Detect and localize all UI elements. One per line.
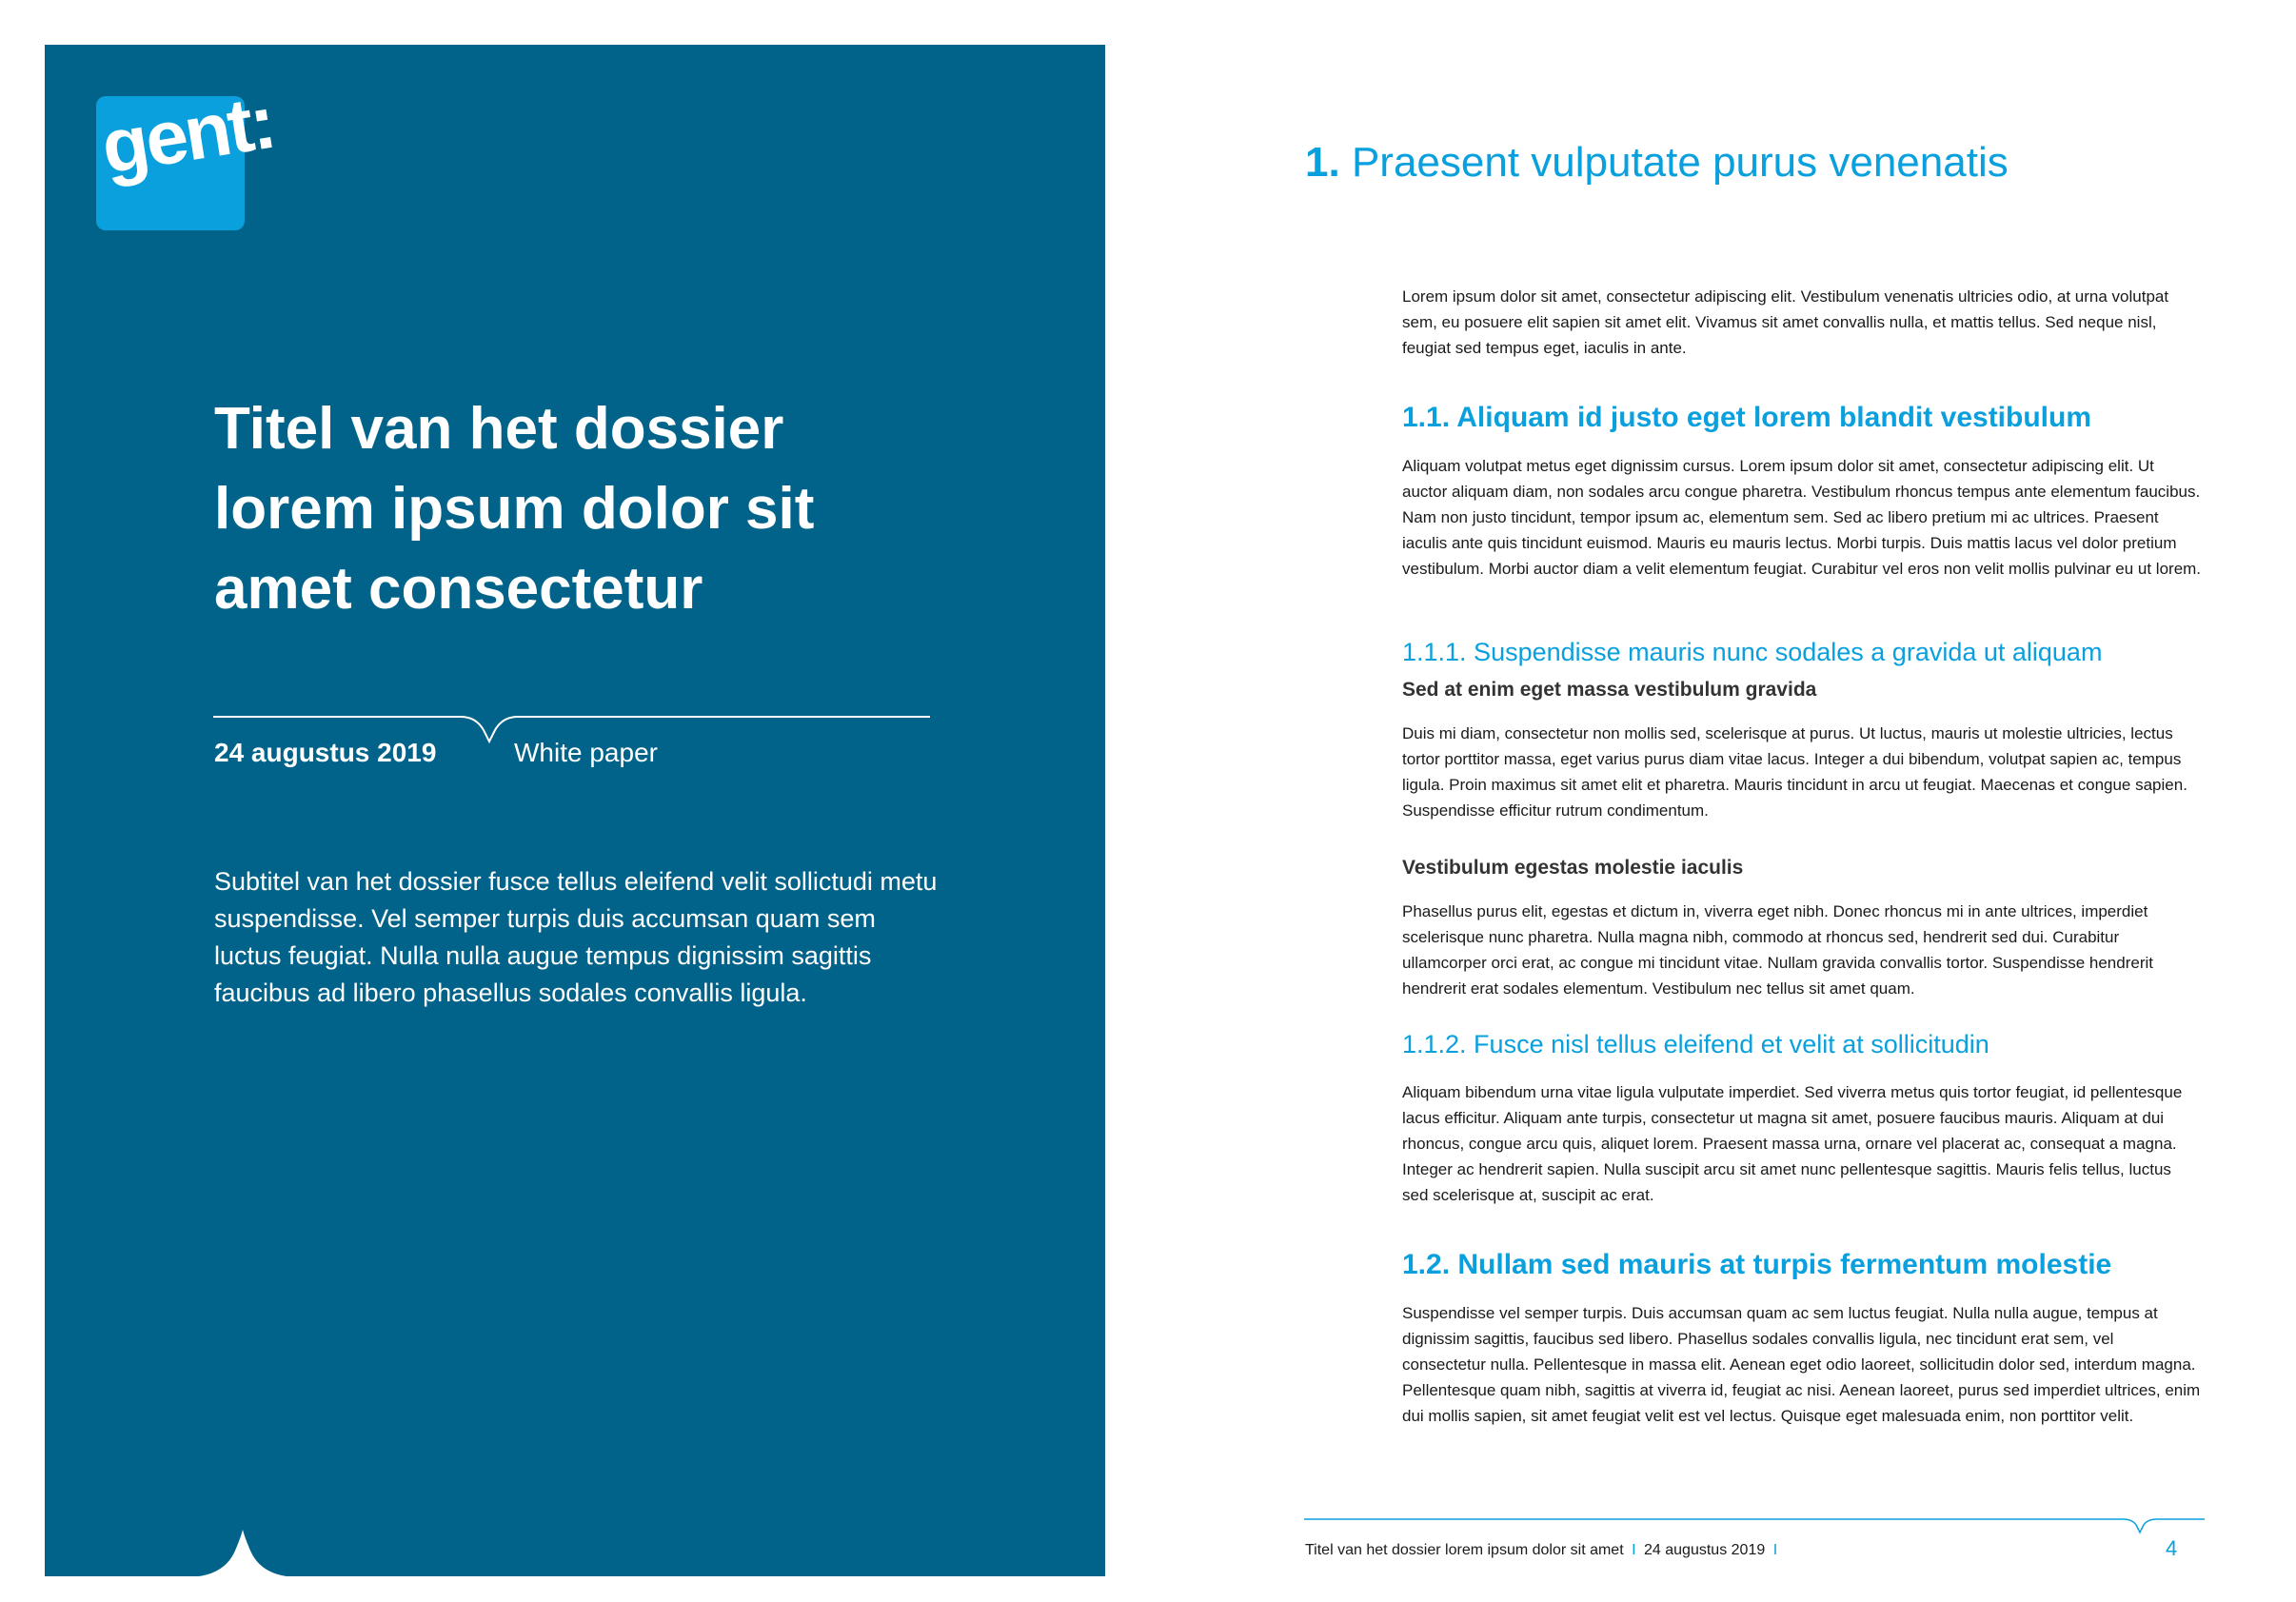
cover-title: Titel van het dossier lorem ipsum dolor sit amet consectetur xyxy=(214,396,815,622)
logo-text: gent: xyxy=(95,78,279,190)
subheading-a-paragraph: Duis mi diam, consectetur non mollis sed, scelerisque at purus. Ut luctus, mauris ut molestie ultricies, lectus tortor porttitor massa, eget varius purus diam vitae lacus. Integer a dui bibendum, volutpat sapien ac, tempus ligula. Proin maximus sit amet elit et pharetra. Mauris tincidunt in arcu ut feugiat. Maecenas et congue sapien. Suspendisse efficitur rutrum condimentum. xyxy=(1402,724,2187,820)
section-1-1-2-paragraph: Aliquam bibendum urna vitae ligula vulputate imperdiet. Sed viverra metus quis tortor feugiat, id pellentesque lacus efficitur. Aliquam ante turpis, consectetur ut magna sit amet, posuere faucibus mauris. Aliquam at dui rhoncus, congue arcu quis, aliquet lorem. Praesent massa urna, ornare vel placerat ac, consequat a magna. Integer ac hendrerit sapien. Nulla suscipit arcu sit amet nunc pellentesque sagittis. Mauris felis tellus, luctus sed scelerisque at, suscipit ac erat. xyxy=(1402,1083,2183,1204)
cover-page xyxy=(45,45,1105,1576)
chapter-number: 1. xyxy=(1305,139,1340,186)
subheading-b: Vestibulum egestas molestie iaculis xyxy=(1402,857,1744,879)
section-1-1-2-heading: 1.1.2. Fusce nisl tellus eleifend et velit at sollicitudin xyxy=(1402,1030,1989,1058)
chapter-heading xyxy=(1305,139,2009,187)
cover-date: 24 augustus 2019 xyxy=(214,738,437,767)
intro-paragraph: Lorem ipsum dolor sit amet, consectetur adipiscing elit. Vestibulum venenatis ultricies odio, at urna volutpat sem, eu posuere elit sapien sit amet elit. Vivamus sit amet convallis nulla, et mattis tellus. Sed neque nisl, feugiat sed tempus eget, iaculis in ante. xyxy=(1402,287,2169,357)
section-1-1-paragraph: Aliquam volutpat metus eget dignissim cursus. Lorem ipsum dolor sit amet, consectetur adipiscing elit. Ut auctor aliquam diam, non sodales arcu congue pharetra. Vestibulum rhoncus tempus ante elementum faucibus. Nam non justo tincidunt, tempor ipsum ac, elementum sem. Sed ac libero pretium mi ac ultrices. Praesent iaculis ante quis tincidunt euismod. Mauris eu mauris lectus. Morbi turpis. Duis mattis lacus vel dolor pretium vestibulum. Morbi auctor diam a velit elementum feugiat. Curabitur vel eros non velit mollis pulvinar eu ut lorem. xyxy=(1402,457,2202,578)
section-1-2-paragraph: Suspendisse vel semper turpis. Duis accumsan quam ac sem luctus feugiat. Nulla nulla augue, tempus at dignissim sagittis, faucibus sed libero. Phasellus sodales convallis ligula, nec tincidunt erat sem, vel consectetur nulla. Pellentesque in massa elit. Aenean eget odio laoreet, sollicitudin dolor sed, interdum magna. Pellentesque quam nibh, sagittis at viverra id, feugiat ac nisi. Aenean laoreet, purus sed imperdiet ultrices, enim dui mollis sapien, sit amet feugiat velit est vel lectus. Quisque eget malesuada enim, non porttitor velit. xyxy=(1402,1304,2201,1425)
footer-date: 24 augustus 2019 xyxy=(1644,1542,1766,1558)
subheading-b-paragraph: Phasellus purus elit, egestas et dictum in, viverra eget nibh. Donec rhoncus mi in ante ultrices, imperdiet scelerisque nunc pharetra. Nulla magna nibh, commodo at rhoncus sed, hendrerit sed dui. Curabitur ullamcorper orci erat, ac congue mi tincidunt vitae. Nullam gravida convallis tortor. Suspendisse hendrerit hendrerit erat sodales elementum. Vestibulum nec tellus sit amet quam. xyxy=(1402,902,2153,998)
cover-subtitle: Subtitel van het dossier fusce tellus eleifend velit sollictudi metu suspendisse. Vel semper turpis duis accumsan quam sem luctus feugiat. Nulla nulla augue tempus dignissim sagittis faucibus ad libero phasellus sodales convallis ligula. xyxy=(214,867,938,1007)
chapter-title: Praesent vulputate purus venenatis xyxy=(1351,139,2009,186)
document-type: White paper xyxy=(514,738,658,767)
section-1-1-1-heading: 1.1.1. Suspendisse mauris nunc sodales a gravida ut aliquam xyxy=(1402,638,2103,666)
page-footer xyxy=(1305,1542,1781,1559)
cover-bottom-notch xyxy=(186,1530,300,1577)
section-1-2-heading: 1.2. Nullam sed mauris at turpis fermentum molestie xyxy=(1402,1249,2112,1280)
footer-divider xyxy=(1304,1510,2205,1538)
footer-doc-title: Titel van het dossier lorem ipsum dolor sit amet xyxy=(1305,1542,1624,1558)
subheading-a: Sed at enim eget massa vestibulum gravida xyxy=(1402,679,1817,701)
gent-logo xyxy=(95,78,279,230)
page-number: 4 xyxy=(2166,1536,2178,1560)
footer-separator-end: I xyxy=(1772,1542,1778,1558)
section-1-1-heading: 1.1. Aliquam id justo eget lorem blandit vestibulum xyxy=(1402,402,2091,433)
footer-separator: I xyxy=(1632,1542,1636,1558)
